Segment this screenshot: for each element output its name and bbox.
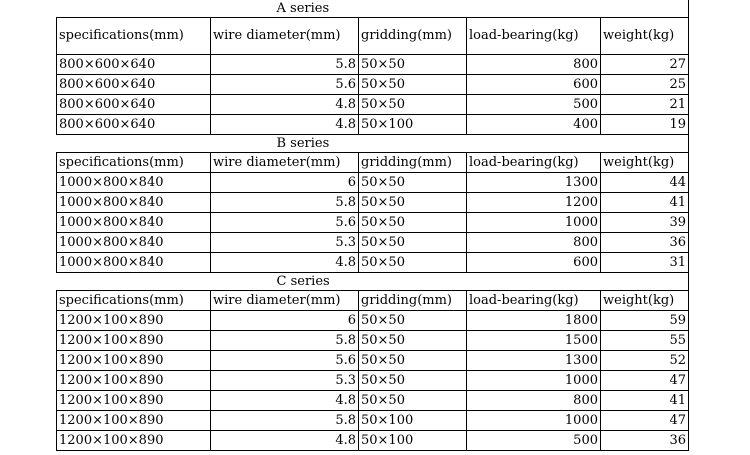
cell-grid: 50×50: [359, 95, 467, 115]
cell-wire: 5.3: [211, 371, 359, 391]
cell-wire: 6: [211, 173, 359, 193]
cell-grid: 50×50: [359, 233, 467, 253]
column-header-weight: weight(kg): [601, 18, 689, 55]
cell-weight: 47: [601, 411, 689, 431]
cell-grid: 50×50: [359, 173, 467, 193]
cell-wire: 5.6: [211, 351, 359, 371]
cell-load: 400: [467, 115, 601, 135]
cell-wire: 5.8: [211, 331, 359, 351]
cell-load: 1300: [467, 351, 601, 371]
cell-grid: 50×50: [359, 253, 467, 273]
series-title-row: [57, 273, 689, 291]
cell-spec: 1200×100×890: [57, 371, 211, 391]
series-title: A series: [57, 0, 689, 18]
cell-load: 1000: [467, 213, 601, 233]
header-row: [57, 291, 689, 311]
table-row: [57, 173, 689, 193]
cell-weight: 44: [601, 173, 689, 193]
table-row: [57, 193, 689, 213]
cell-weight: 21: [601, 95, 689, 115]
cell-weight: 41: [601, 193, 689, 213]
column-header-load: load-bearing(kg): [467, 153, 601, 173]
cell-grid: 50×50: [359, 371, 467, 391]
cell-load: 1800: [467, 311, 601, 331]
cell-load: 1300: [467, 173, 601, 193]
cell-grid: 50×50: [359, 193, 467, 213]
cell-spec: 1200×100×890: [57, 391, 211, 411]
cell-spec: 1200×100×890: [57, 331, 211, 351]
table-row: [57, 233, 689, 253]
column-header-grid: gridding(mm): [359, 153, 467, 173]
table-row: [57, 351, 689, 371]
cell-spec: 1000×800×840: [57, 233, 211, 253]
cell-load: 1200: [467, 193, 601, 213]
header-row: [57, 18, 689, 55]
cell-load: 1000: [467, 411, 601, 431]
cell-weight: 39: [601, 213, 689, 233]
series-title: B series: [57, 135, 689, 153]
spec-table: [56, 0, 689, 451]
cell-wire: 4.8: [211, 95, 359, 115]
cell-grid: 50×50: [359, 55, 467, 75]
cell-spec: 1000×800×840: [57, 213, 211, 233]
spec-sheet: [56, 0, 688, 451]
cell-spec: 1000×800×840: [57, 193, 211, 213]
table-row: [57, 55, 689, 75]
cell-weight: 36: [601, 233, 689, 253]
cell-grid: 50×50: [359, 391, 467, 411]
cell-grid: 50×100: [359, 115, 467, 135]
cell-load: 800: [467, 55, 601, 75]
cell-wire: 4.8: [211, 431, 359, 451]
column-header-wire: wire diameter(mm): [211, 153, 359, 173]
header-row: [57, 153, 689, 173]
cell-grid: 50×100: [359, 411, 467, 431]
cell-weight: 19: [601, 115, 689, 135]
cell-grid: 50×50: [359, 331, 467, 351]
cell-weight: 55: [601, 331, 689, 351]
cell-spec: 800×600×640: [57, 55, 211, 75]
cell-load: 500: [467, 431, 601, 451]
cell-load: 1500: [467, 331, 601, 351]
cell-spec: 800×600×640: [57, 75, 211, 95]
cell-wire: 5.3: [211, 233, 359, 253]
cell-load: 800: [467, 391, 601, 411]
cell-wire: 6: [211, 311, 359, 331]
cell-spec: 1200×100×890: [57, 311, 211, 331]
column-header-spec: specifications(mm): [57, 18, 211, 55]
column-header-spec: specifications(mm): [57, 153, 211, 173]
table-row: [57, 331, 689, 351]
cell-spec: 1000×800×840: [57, 253, 211, 273]
column-header-spec: specifications(mm): [57, 291, 211, 311]
cell-weight: 36: [601, 431, 689, 451]
cell-spec: 800×600×640: [57, 95, 211, 115]
table-row: [57, 411, 689, 431]
cell-wire: 4.8: [211, 115, 359, 135]
series-title-row: [57, 0, 689, 18]
table-row: [57, 431, 689, 451]
column-header-grid: gridding(mm): [359, 18, 467, 55]
cell-grid: 50×50: [359, 351, 467, 371]
cell-spec: 1000×800×840: [57, 173, 211, 193]
cell-weight: 27: [601, 55, 689, 75]
series-title-row: [57, 135, 689, 153]
cell-load: 600: [467, 253, 601, 273]
table-row: [57, 311, 689, 331]
cell-load: 1000: [467, 371, 601, 391]
cell-load: 500: [467, 95, 601, 115]
series-title: C series: [57, 273, 689, 291]
cell-wire: 5.8: [211, 193, 359, 213]
cell-weight: 52: [601, 351, 689, 371]
cell-grid: 50×50: [359, 213, 467, 233]
cell-weight: 47: [601, 371, 689, 391]
cell-weight: 31: [601, 253, 689, 273]
table-row: [57, 253, 689, 273]
cell-wire: 5.8: [211, 55, 359, 75]
column-header-wire: wire diameter(mm): [211, 291, 359, 311]
table-row: [57, 391, 689, 411]
cell-wire: 5.6: [211, 75, 359, 95]
table-row: [57, 115, 689, 135]
cell-spec: 1200×100×890: [57, 431, 211, 451]
cell-wire: 5.8: [211, 411, 359, 431]
cell-spec: 1200×100×890: [57, 351, 211, 371]
column-header-grid: gridding(mm): [359, 291, 467, 311]
cell-load: 600: [467, 75, 601, 95]
cell-wire: 4.8: [211, 391, 359, 411]
column-header-weight: weight(kg): [601, 153, 689, 173]
cell-weight: 59: [601, 311, 689, 331]
column-header-weight: weight(kg): [601, 291, 689, 311]
column-header-load: load-bearing(kg): [467, 18, 601, 55]
table-row: [57, 371, 689, 391]
column-header-load: load-bearing(kg): [467, 291, 601, 311]
cell-spec: 800×600×640: [57, 115, 211, 135]
cell-load: 800: [467, 233, 601, 253]
table-row: [57, 213, 689, 233]
cell-spec: 1200×100×890: [57, 411, 211, 431]
cell-wire: 5.6: [211, 213, 359, 233]
cell-weight: 41: [601, 391, 689, 411]
cell-grid: 50×50: [359, 75, 467, 95]
column-header-wire: wire diameter(mm): [211, 18, 359, 55]
cell-weight: 25: [601, 75, 689, 95]
table-row: [57, 95, 689, 115]
cell-grid: 50×100: [359, 431, 467, 451]
cell-grid: 50×50: [359, 311, 467, 331]
cell-wire: 4.8: [211, 253, 359, 273]
table-row: [57, 75, 689, 95]
